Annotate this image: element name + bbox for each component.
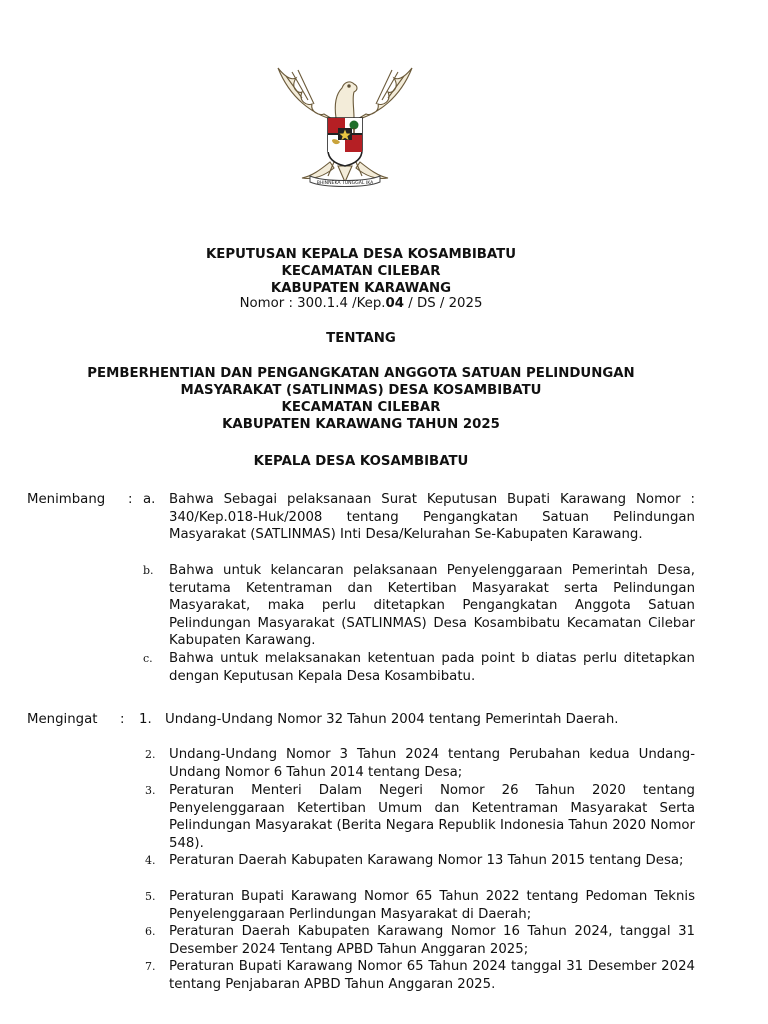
- mengingat-item-5: Peraturan Bupati Karawang Nomor 65 Tahun 2022 tentang Pedoman Teknis Penyelenggaraan Perlindungan Masyarakat di Daerah;: [169, 889, 695, 922]
- decree-number: [0, 295, 722, 312]
- menimbang-item-b: Bahwa untuk kelancaran pelaksanaan Penyelenggaraan Pemerintah Desa, terutama Ketentraman dan Ketertiban Masyarakat serta Pelindungan Masyarakat, maka perlu ditetapkan Pengangkatan Anggota Satuan Pelindungan Masyarakat (SATLINMAS) Desa Kosambibatu Kecamatan Cilebar Kabupaten Karawang.: [169, 563, 695, 649]
- mengingat-item-6: Peraturan Daerah Kabupaten Karawang Nomor 16 Tahun 2024, tanggal 31 Desember 2024 Tentang APBD Tahun Anggaran 2025;: [169, 924, 695, 957]
- mengingat-marker-6: 6.: [145, 925, 156, 938]
- header-line-1: KEPUTUSAN KEPALA DESA KOSAMBIBATU: [205, 247, 517, 262]
- header-line-3: KABUPATEN KARAWANG: [270, 281, 452, 296]
- nomor-suffix: / DS / 2025: [404, 296, 483, 311]
- mengingat-label: Mengingat: [27, 712, 98, 727]
- menimbang-marker-a: a.: [143, 492, 156, 507]
- menimbang-colon: :: [128, 492, 133, 507]
- menimbang-item-a: Bahwa Sebagai pelaksanaan Surat Keputusan Bupati Karawang Nomor : 340/Kep.018-Huk/2008 tentang Pengangkatan Satuan Pelindungan Masyarakat (SATLINMAS) Inti Desa/Kelurahan Se-Kabupaten Karawang.: [169, 492, 695, 543]
- header-line-2: KECAMATAN CILEBAR: [281, 264, 441, 279]
- issuer-heading: KEPALA DESA KOSAMBIBATU: [253, 454, 469, 469]
- menimbang-item-c: Bahwa untuk melaksanakan ketentuan pada point b diatas perlu ditetapkan dengan Keputusan Kepala Desa Kosambibatu.: [169, 651, 695, 684]
- menimbang-marker-b: b.: [143, 564, 154, 577]
- title-line-3: KECAMATAN CILEBAR: [281, 400, 441, 415]
- mengingat-item-3: Peraturan Menteri Dalam Negeri Nomor 26 Tahun 2020 tentang Penyelenggaraan Ketertiban Umum dan Ketentraman Masyarakat Serta Pelindungan Masyarakat (Berita Negara Republik Indonesia Tahun 2020 Nomor 548).: [169, 783, 695, 851]
- mengingat-marker-2: 2.: [145, 748, 156, 761]
- nomor-prefix: Nomor : 300.1.4 /Kep.: [239, 296, 386, 311]
- motto-text: BHINNEKA TUNGGAL IKA: [316, 181, 374, 186]
- mengingat-item-1: Undang-Undang Nomor 32 Tahun 2004 tentang Pemerintah Daerah.: [165, 712, 619, 727]
- mengingat-item-2: Undang-Undang Nomor 3 Tahun 2024 tentang Perubahan kedua Undang-Undang Nomor 6 Tahun 2014 tentang Desa;: [169, 747, 695, 780]
- tentang-heading: TENTANG: [326, 331, 396, 346]
- title-line-2: MASYARAKAT (SATLINMAS) DESA KOSAMBIBATU: [180, 383, 542, 398]
- mengingat-marker-3: 3.: [145, 784, 156, 797]
- title-line-1: PEMBERHENTIAN DAN PENGANGKATAN ANGGOTA SATUAN PELINDUNGAN: [87, 366, 635, 381]
- mengingat-colon: :: [120, 712, 125, 727]
- mengingat-marker-1: 1.: [139, 712, 152, 727]
- decree-title: [0, 365, 722, 433]
- mengingat-marker-7: 7.: [145, 960, 156, 973]
- nomor-bold: 04: [385, 296, 405, 311]
- mengingat-item-7: Peraturan Bupati Karawang Nomor 65 Tahun 2024 tanggal 31 Desember 2024 tentang Penjabaran APBD Tahun Anggaran 2025.: [169, 959, 695, 992]
- mengingat-marker-5: 5.: [145, 890, 156, 903]
- title-line-4: KABUPATEN KARAWANG TAHUN 2025: [222, 417, 500, 432]
- menimbang-label: Menimbang: [27, 492, 106, 507]
- decree-header: [0, 246, 722, 297]
- mengingat-item-4: Peraturan Daerah Kabupaten Karawang Nomor 13 Tahun 2015 tentang Desa;: [169, 853, 684, 868]
- mengingat-marker-4: 4.: [145, 854, 156, 867]
- garuda-emblem-icon: [272, 58, 418, 194]
- menimbang-marker-c: c.: [143, 652, 153, 665]
